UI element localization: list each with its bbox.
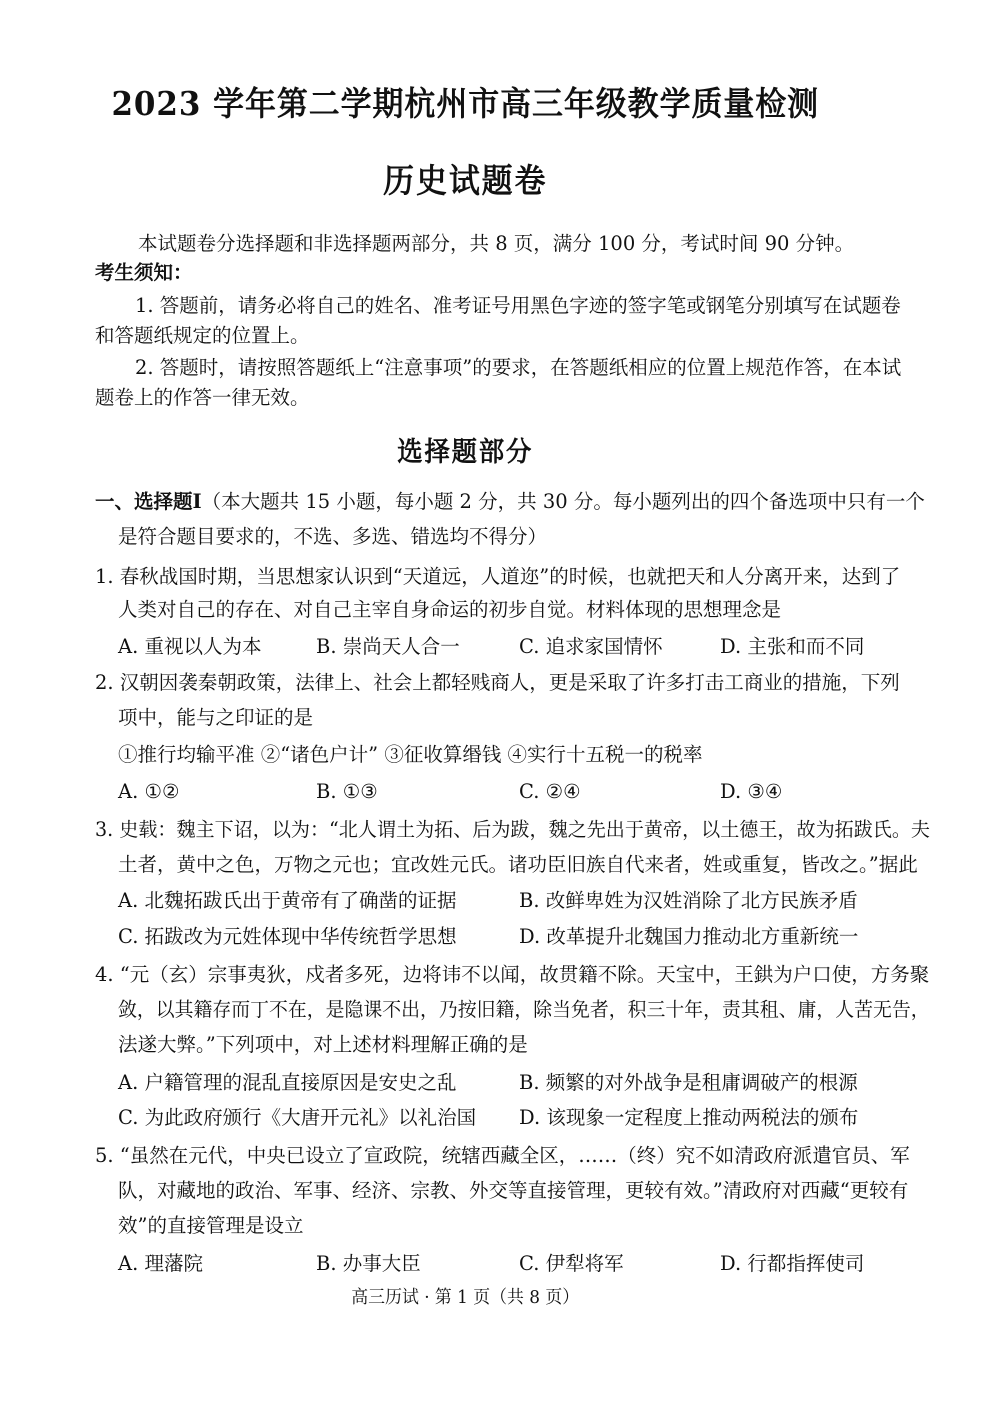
question-1-option-d: D. 主张和而不同 — [720, 635, 865, 658]
question-5-stem-line-3: 效”的直接管理是设立 — [118, 1214, 304, 1237]
question-3-option-a: A. 北魏拓跋氏出于黄帝有了确凿的证据 — [118, 889, 457, 912]
question-4-option-b: B. 频繁的对外战争是租庸调破产的根源 — [519, 1071, 858, 1094]
page-footer: 高三历试 · 第 1 页（共 8 页） — [351, 1287, 580, 1308]
question-1-stem-line-1: 1. 春秋战国时期，当思想家认识到“天道远，人道迩”的时候，也就把天和人分离开来，达到了 — [95, 565, 901, 588]
question-4-stem-line-3: 法遂大弊。”下列项中，对上述材料理解正确的是 — [118, 1033, 528, 1056]
question-4-option-d: D. 该现象一定程度上推动两税法的颁布 — [519, 1106, 859, 1129]
question-2-option-d: D. ③④ — [720, 780, 783, 803]
exam-title: 2023 学年第二学期杭州市高三年级教学质量检测 — [111, 84, 820, 123]
question-2-stem-line-1: 2. 汉朝因袭秦朝政策，法律上、社会上都轻贱商人，更是采取了许多打击工商业的措施，下列 — [95, 671, 900, 694]
question-1-option-c: C. 追求家国情怀 — [519, 635, 663, 658]
question-2-option-c: C. ②④ — [519, 780, 581, 803]
question-3-option-b: B. 改鲜卑姓为汉姓消除了北方民族矛盾 — [519, 889, 858, 912]
question-5-stem-line-1: 5. “虽然在元代，中央已设立了宣政院，统辖西藏全区，……（终）究不如清政府派遣官员、军 — [95, 1144, 910, 1167]
question-1-stem-line-2: 人类对自己的存在、对自己主宰自身命运的初步自觉。材料体现的思想理念是 — [118, 598, 782, 621]
notice-2-line-1: 2. 答题时，请按照答题纸上“注意事项”的要求，在答题纸相应的位置上规范作答，在本试 — [135, 356, 902, 379]
question-1-option-a: A. 重视以人为本 — [118, 635, 262, 658]
question-3-stem-line-2: 土者，黄中之色，万物之元也；宜改姓元氏。诸功臣旧族自代来者，姓或重复，皆改之。”据此 — [118, 853, 918, 876]
subject-title: 历史试题卷 — [383, 161, 548, 200]
question-2-stem-line-2: 项中，能与之印证的是 — [118, 706, 314, 729]
question-1-option-b: B. 崇尚天人合一 — [316, 635, 460, 658]
notice-2-line-2: 题卷上的作答一律无效。 — [95, 386, 310, 409]
notice-1-line-1: 1. 答题前，请务必将自己的姓名、准考证号用黑色字迹的签字笔或钢笔分别填写在试题卷 — [135, 294, 901, 317]
question-4-option-c: C. 为此政府颁行《大唐开元礼》以礼治国 — [118, 1106, 477, 1129]
exam-summary: 本试题卷分选择题和非选择题两部分，共 8 页，满分 100 分，考试时间 90 分钟。 — [138, 232, 855, 255]
question-5-option-d: D. 行都指挥使司 — [720, 1252, 865, 1275]
part-instructions-line-2: 是符合题目要求的，不选、多选、错选均不得分） — [118, 525, 548, 548]
question-3-stem-line-1: 3. 史载：魏主下诏，以为：“北人谓土为拓、后为跋，魏之先出于黄帝，以土德王，故为拓跋氏。夫 — [95, 818, 930, 841]
notice-heading: 考生须知： — [95, 261, 193, 284]
question-4-stem-line-1: 4. “元（玄）宗事夷狄，戍者多死，边将讳不以闻，故贯籍不除。天宝中，王鉷为户口使，方务聚 — [95, 963, 930, 986]
notice-1-line-2: 和答题纸规定的位置上。 — [95, 324, 310, 347]
question-5-option-b: B. 办事大臣 — [316, 1252, 421, 1275]
question-4-option-a: A. 户籍管理的混乱直接原因是安史之乱 — [118, 1071, 457, 1094]
question-2-statements: ①推行均输平准 ②“诸色户计” ③征收算缗钱 ④实行十五税一的税率 — [118, 743, 703, 766]
question-3-option-c: C. 拓跋改为元姓体现中华传统哲学思想 — [118, 925, 457, 948]
question-5-stem-line-2: 队，对藏地的政治、军事、经济、宗教、外交等直接管理，更较有效。”清政府对西藏“更较有 — [118, 1179, 909, 1202]
part-description: （本大题共 15 小题，每小题 2 分，共 30 分。每小题列出的四个备选项中只有一个 — [201, 490, 925, 513]
part-instructions-line-1 — [95, 492, 925, 512]
question-5-option-c: C. 伊犁将军 — [519, 1252, 624, 1275]
part-label: 一、选择题Ⅰ — [95, 490, 202, 513]
question-3-option-d: D. 改革提升北魏国力推动北方重新统一 — [519, 925, 859, 948]
question-5-option-a: A. 理藩院 — [118, 1252, 203, 1275]
question-4-stem-line-2: 敛，以其籍存而丁不在，是隐课不出，乃按旧籍，除当免者，积三十年，责其租、庸，人苦无告， — [118, 998, 930, 1021]
question-2-option-b: B. ①③ — [316, 780, 378, 803]
question-2-option-a: A. ①② — [118, 780, 180, 803]
section-heading: 选择题部分 — [397, 437, 534, 468]
